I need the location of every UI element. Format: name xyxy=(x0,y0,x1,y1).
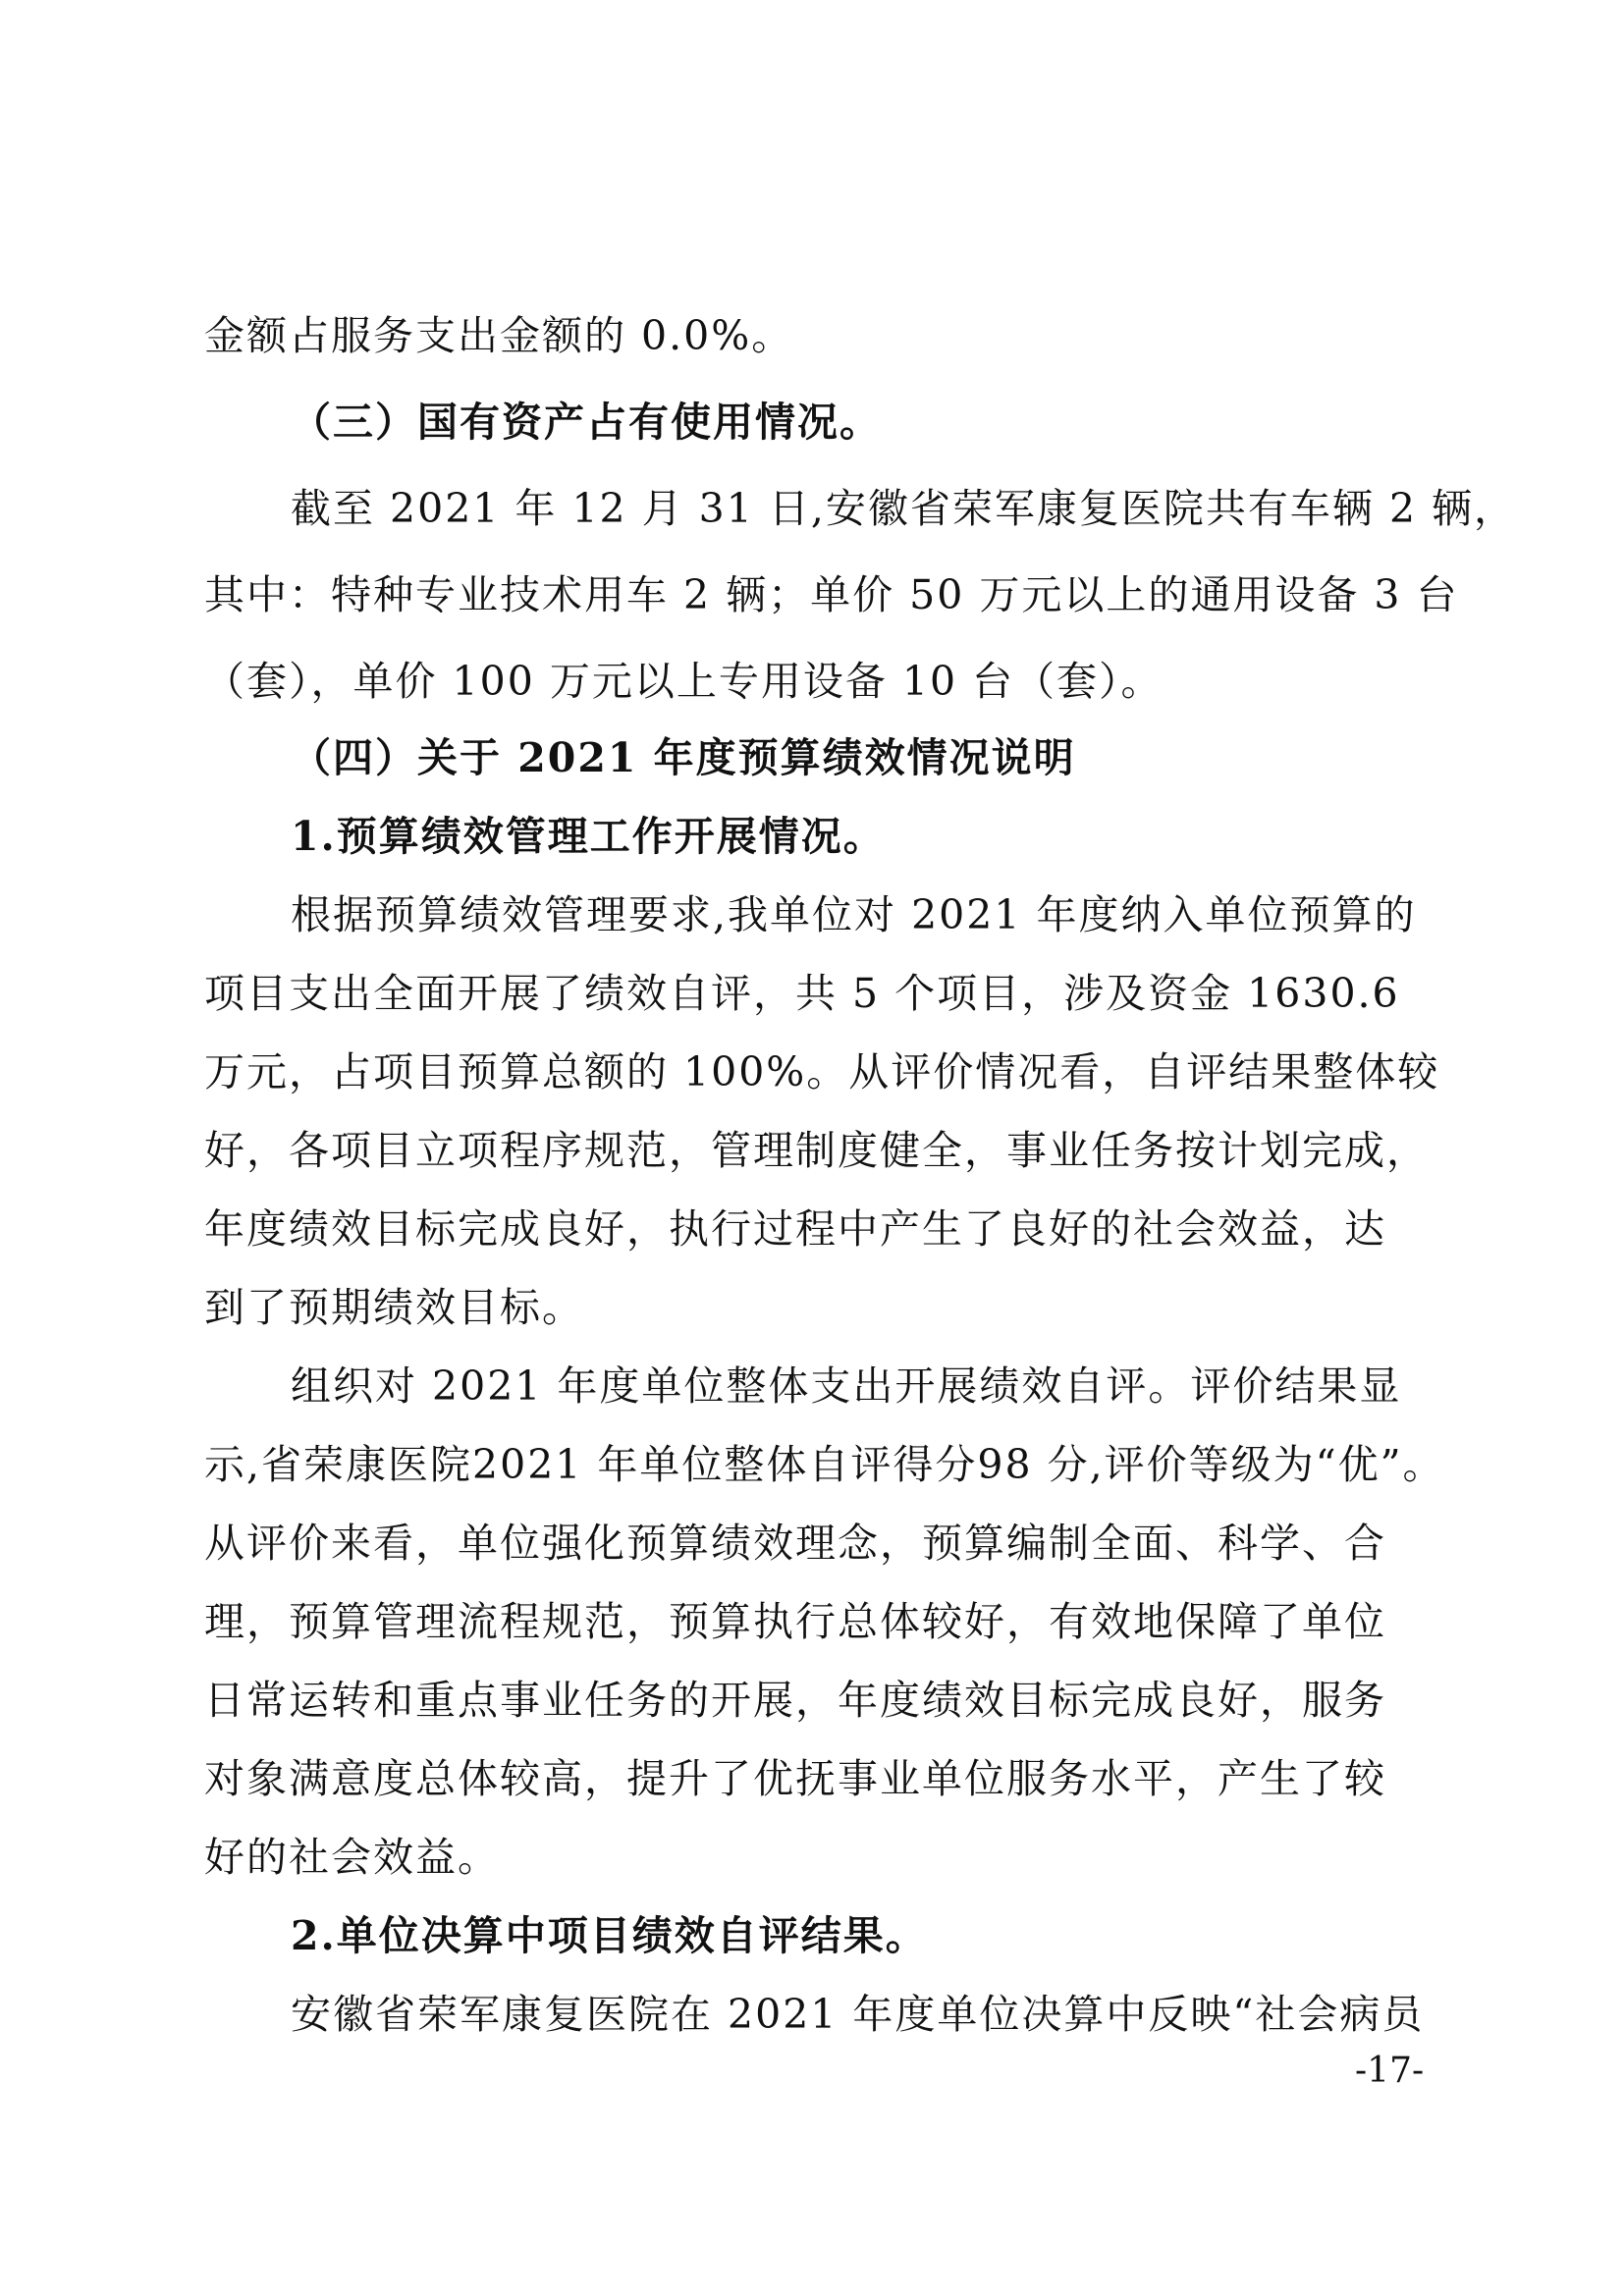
text-line-20: 好的社会效益。 xyxy=(204,1834,500,1881)
text-line-17: 理，预算管理流程规范，预算执行总体较好，有效地保障了单位 xyxy=(204,1598,1386,1645)
page-number: -17- xyxy=(1355,2051,1425,2091)
text-line-14: 组织对 2021 年度单位整体支出开展绩效自评。评价结果显 xyxy=(291,1362,1402,1410)
text-line-12: 年度绩效目标完成良好，执行过程中产生了良好的社会效益，达 xyxy=(204,1205,1386,1253)
text-line-5: （套），单价 100 万元以上专用设备 10 台（套）。 xyxy=(204,658,1164,705)
section-heading-4: （四）关于 2021 年度预算绩效情况说明 xyxy=(291,734,1076,781)
subsection-heading-2: 2.单位决算中项目绩效自评结果。 xyxy=(291,1912,928,1959)
text-line-1: 金额占服务支出金额的 0.0%。 xyxy=(204,312,794,359)
subsection-heading-1: 1.预算绩效管理工作开展情况。 xyxy=(291,813,886,860)
text-line-3: 截至 2021 年 12 月 31 日,安徽省荣军康复医院共有车辆 2 辆， xyxy=(291,485,1517,532)
text-line-8: 根据预算绩效管理要求,我单位对 2021 年度纳入单位预算的 xyxy=(291,891,1417,938)
section-heading-3: （三）国有资产占有使用情况。 xyxy=(291,399,882,446)
text-line-18: 日常运转和重点事业任务的开展，年度绩效目标完成良好，服务 xyxy=(204,1677,1386,1724)
text-line-19: 对象满意度总体较高，提升了优抚事业单位服务水平，产生了较 xyxy=(204,1755,1386,1802)
text-line-11: 好，各项目立项程序规范，管理制度健全，事业任务按计划完成， xyxy=(204,1127,1429,1174)
text-line-15: 示,省荣康医院2021 年单位整体自评得分98 分,评价等级为“优”。 xyxy=(204,1441,1445,1488)
text-line-22: 安徽省荣军康复医院在 2021 年度单位决算中反映“社会病员 xyxy=(291,1991,1425,2038)
text-line-10: 万元，占项目预算总额的 100%。从评价情况看，自评结果整体较 xyxy=(204,1048,1440,1095)
text-line-13: 到了预期绩效目标。 xyxy=(204,1284,584,1331)
text-line-16: 从评价来看，单位强化预算绩效理念，预算编制全面、科学、合 xyxy=(204,1520,1386,1567)
text-line-4: 其中：特种专业技术用车 2 辆；单价 50 万元以上的通用设备 3 台 xyxy=(204,571,1459,618)
text-line-9: 项目支出全面开展了绩效自评，共 5 个项目，涉及资金 1630.6 xyxy=(204,970,1400,1017)
